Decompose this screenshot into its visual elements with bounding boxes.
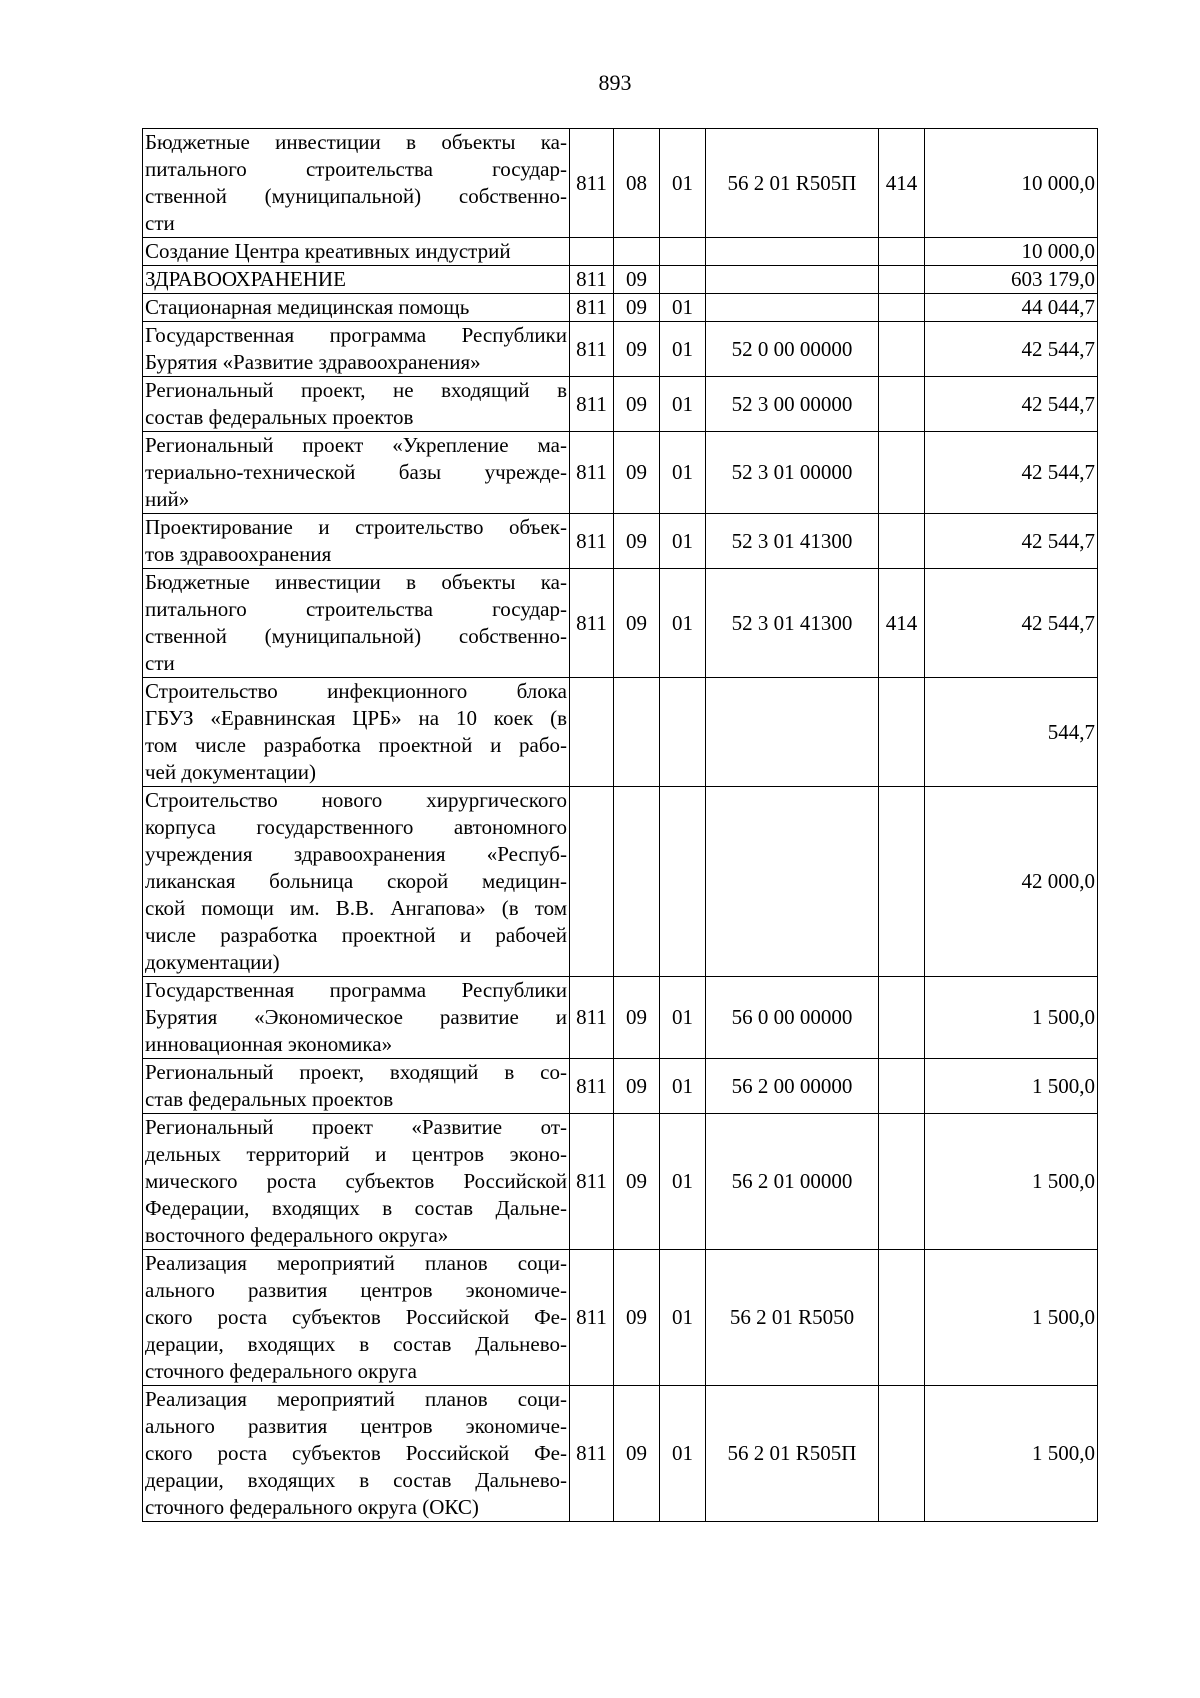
item-name-cell: Проектирование и строительство объек- тов здравоохранения	[143, 514, 570, 569]
item-name-cell: Реализация мероприятий планов соци- ального развития центров экономиче- ского роста субъектов Российской Фе- дерации, входящих в состав Дальнево- сточного федерального округа	[143, 1250, 570, 1386]
section-cell: 09	[614, 977, 660, 1059]
amount-cell: 10 000,0	[925, 238, 1098, 266]
item-name-cell: Строительство инфекционного блока ГБУЗ «Еравнинская ЦРБ» на 10 коек (в том числе разработка проектной и рабо- чей документации)	[143, 678, 570, 787]
subsection-cell: 01	[660, 377, 706, 432]
subsection-cell	[660, 787, 706, 977]
section-cell: 09	[614, 569, 660, 678]
item-name-cell: Региональный проект, входящий в со- став федеральных проектов	[143, 1059, 570, 1114]
expense-type-cell	[879, 1250, 925, 1386]
table-row	[143, 1114, 1098, 1250]
grbs-cell	[570, 678, 614, 787]
section-cell	[614, 238, 660, 266]
section-cell: 09	[614, 322, 660, 377]
subsection-cell	[660, 678, 706, 787]
page-number: 893	[598, 70, 632, 95]
amount-cell: 42 000,0	[925, 787, 1098, 977]
subsection-cell: 01	[660, 432, 706, 514]
item-name-cell: Государственная программа Республики Бурятия «Экономическое развитие и инновационная экономика»	[143, 977, 570, 1059]
target-article-cell	[706, 787, 879, 977]
subsection-cell: 01	[660, 1114, 706, 1250]
target-article-cell: 56 2 01 R505П	[706, 129, 879, 238]
table-row	[143, 678, 1098, 787]
expense-type-cell	[879, 322, 925, 377]
grbs-cell: 811	[570, 432, 614, 514]
section-cell: 08	[614, 129, 660, 238]
expense-type-cell: 414	[879, 569, 925, 678]
grbs-cell	[570, 238, 614, 266]
section-cell: 09	[614, 1250, 660, 1386]
table-row	[143, 569, 1098, 678]
amount-cell: 1 500,0	[925, 1114, 1098, 1250]
item-name-cell: Региональный проект «Укрепление ма- териально-технической базы учрежде- ний»	[143, 432, 570, 514]
expense-type-cell	[879, 377, 925, 432]
section-cell	[614, 787, 660, 977]
amount-cell: 544,7	[925, 678, 1098, 787]
target-article-cell: 52 3 01 41300	[706, 569, 879, 678]
subsection-cell: 01	[660, 569, 706, 678]
section-cell: 09	[614, 514, 660, 569]
expense-type-cell	[879, 1386, 925, 1522]
budget-table-body	[143, 129, 1098, 1522]
grbs-cell: 811	[570, 377, 614, 432]
table-row	[143, 787, 1098, 977]
section-cell	[614, 678, 660, 787]
table-row	[143, 1059, 1098, 1114]
table-row	[143, 1386, 1098, 1522]
target-article-cell: 52 3 01 00000	[706, 432, 879, 514]
subsection-cell: 01	[660, 129, 706, 238]
amount-cell: 44 044,7	[925, 294, 1098, 322]
table-row	[143, 294, 1098, 322]
amount-cell: 42 544,7	[925, 322, 1098, 377]
subsection-cell	[660, 266, 706, 294]
expense-type-cell	[879, 266, 925, 294]
section-cell: 09	[614, 377, 660, 432]
grbs-cell: 811	[570, 514, 614, 569]
target-article-cell: 52 0 00 00000	[706, 322, 879, 377]
amount-cell: 42 544,7	[925, 514, 1098, 569]
table-row	[143, 129, 1098, 238]
amount-cell: 1 500,0	[925, 977, 1098, 1059]
expense-type-cell	[879, 678, 925, 787]
section-cell: 09	[614, 432, 660, 514]
expense-type-cell	[879, 1059, 925, 1114]
subsection-cell: 01	[660, 322, 706, 377]
grbs-cell: 811	[570, 1386, 614, 1522]
subsection-cell: 01	[660, 1250, 706, 1386]
target-article-cell	[706, 294, 879, 322]
table-row	[143, 377, 1098, 432]
item-name-cell: Реализация мероприятий планов соци- ального развития центров экономиче- ского роста субъектов Российской Фе- дерации, входящих в состав Дальнево- сточного федерального округа (ОКС)	[143, 1386, 570, 1522]
item-name-cell: Строительство нового хирургического корпуса государственного автономного учреждения здравоохранения «Респуб- ликанская больница скорой медицин- ской помощи им. В.В. Ангапова» (в том числе разработка проектной и рабочей документации)	[143, 787, 570, 977]
expense-type-cell	[879, 977, 925, 1059]
expense-type-cell	[879, 238, 925, 266]
target-article-cell	[706, 266, 879, 294]
target-article-cell: 56 2 01 00000	[706, 1114, 879, 1250]
subsection-cell: 01	[660, 977, 706, 1059]
item-name-cell: Государственная программа Республики Бурятия «Развитие здравоохранения»	[143, 322, 570, 377]
section-cell: 09	[614, 1114, 660, 1250]
grbs-cell: 811	[570, 1114, 614, 1250]
item-name-cell: ЗДРАВООХРАНЕНИЕ	[143, 266, 570, 294]
item-name-cell: Бюджетные инвестиции в объекты ка- питального строительства государ- ственной (муниципальной) собственно- сти	[143, 129, 570, 238]
table-row	[143, 322, 1098, 377]
subsection-cell: 01	[660, 514, 706, 569]
grbs-cell: 811	[570, 129, 614, 238]
expense-type-cell: 414	[879, 129, 925, 238]
table-row	[143, 432, 1098, 514]
table-row	[143, 266, 1098, 294]
table-row	[143, 977, 1098, 1059]
section-cell: 09	[614, 1059, 660, 1114]
expense-type-cell	[879, 294, 925, 322]
item-name-cell: Бюджетные инвестиции в объекты ка- питального строительства государ- ственной (муниципальной) собственно- сти	[143, 569, 570, 678]
grbs-cell: 811	[570, 1250, 614, 1386]
subsection-cell: 01	[660, 1386, 706, 1522]
target-article-cell	[706, 238, 879, 266]
grbs-cell: 811	[570, 1059, 614, 1114]
subsection-cell: 01	[660, 1059, 706, 1114]
item-name-cell: Региональный проект, не входящий в состав федеральных проектов	[143, 377, 570, 432]
section-cell: 09	[614, 294, 660, 322]
target-article-cell: 52 3 00 00000	[706, 377, 879, 432]
amount-cell: 10 000,0	[925, 129, 1098, 238]
subsection-cell: 01	[660, 294, 706, 322]
expense-type-cell	[879, 1114, 925, 1250]
expense-type-cell	[879, 432, 925, 514]
amount-cell: 603 179,0	[925, 266, 1098, 294]
grbs-cell: 811	[570, 322, 614, 377]
subsection-cell	[660, 238, 706, 266]
target-article-cell: 56 0 00 00000	[706, 977, 879, 1059]
grbs-cell: 811	[570, 569, 614, 678]
target-article-cell	[706, 678, 879, 787]
amount-cell: 1 500,0	[925, 1250, 1098, 1386]
section-cell: 09	[614, 1386, 660, 1522]
grbs-cell	[570, 787, 614, 977]
item-name-cell: Региональный проект «Развитие от- дельных территорий и центров эконо- мического роста субъектов Российской Федерации, входящих в состав Дальне- восточного федерального округа»	[143, 1114, 570, 1250]
target-article-cell: 52 3 01 41300	[706, 514, 879, 569]
amount-cell: 1 500,0	[925, 1386, 1098, 1522]
budget-table	[142, 128, 1098, 1522]
table-row	[143, 1250, 1098, 1386]
amount-cell: 42 544,7	[925, 569, 1098, 678]
grbs-cell: 811	[570, 266, 614, 294]
table-row	[143, 238, 1098, 266]
grbs-cell: 811	[570, 294, 614, 322]
target-article-cell: 56 2 01 R5050	[706, 1250, 879, 1386]
expense-type-cell	[879, 514, 925, 569]
item-name-cell: Создание Центра креативных индустрий	[143, 238, 570, 266]
item-name-cell: Стационарная медицинская помощь	[143, 294, 570, 322]
amount-cell: 42 544,7	[925, 377, 1098, 432]
target-article-cell: 56 2 00 00000	[706, 1059, 879, 1114]
section-cell: 09	[614, 266, 660, 294]
table-row	[143, 514, 1098, 569]
amount-cell: 1 500,0	[925, 1059, 1098, 1114]
target-article-cell: 56 2 01 R505П	[706, 1386, 879, 1522]
grbs-cell: 811	[570, 977, 614, 1059]
expense-type-cell	[879, 787, 925, 977]
amount-cell: 42 544,7	[925, 432, 1098, 514]
